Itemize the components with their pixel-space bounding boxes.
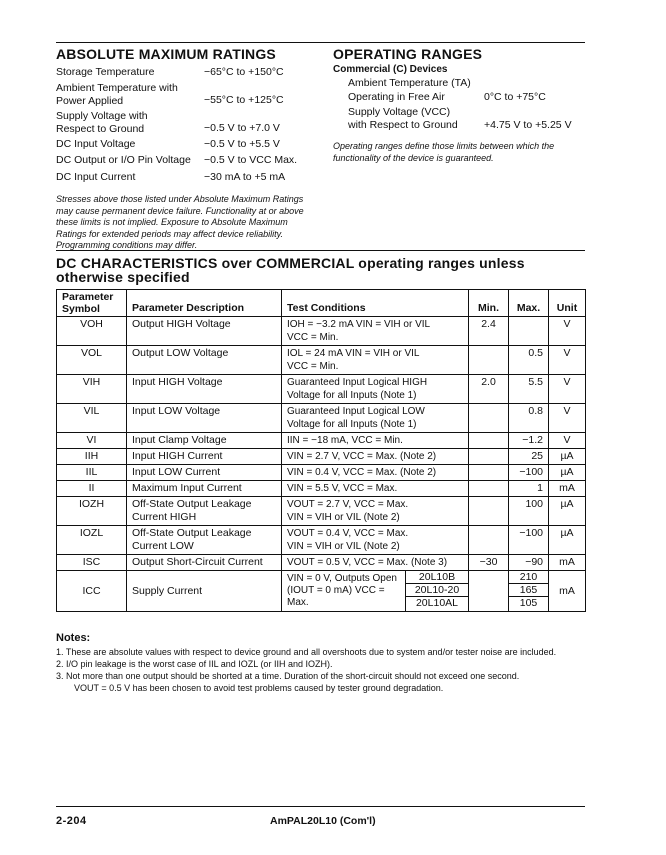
- param-description: Input HIGH Current: [127, 449, 282, 465]
- min-value: [469, 497, 509, 526]
- unit: mA: [549, 481, 586, 497]
- abs-max-label: Storage Temperature: [56, 66, 155, 78]
- unit: mA: [549, 555, 586, 571]
- max-value: 1: [509, 481, 549, 497]
- supply-label-2: with Respect to Ground: [348, 119, 458, 131]
- table-row: [57, 346, 586, 375]
- icc-device: 20L10B: [406, 571, 468, 584]
- icc-max: 210: [509, 571, 548, 584]
- test-conditions: Guaranteed Input Logical LOW Voltage for all Inputs (Note 1): [282, 404, 469, 433]
- param-symbol: VIH: [57, 375, 127, 404]
- unit: V: [549, 375, 586, 404]
- min-value: −30: [469, 555, 509, 571]
- icc-device: 20L10AL: [415, 597, 459, 609]
- test-conditions: VOUT = 0.5 V, VCC = Max. (Note 3): [282, 555, 469, 571]
- test-conditions: Guaranteed Input Logical HIGH Voltage for all Inputs (Note 1): [282, 375, 469, 404]
- abs-max-note: Stresses above those listed under Absolute Maximum Ratings may cause permanent device failure. Functionality at or above these limits is not implied. Exposure to Absolute Maximum Ratings for extended periods may affect device reliability. Programming conditions may differ.: [56, 194, 304, 250]
- col-min-header: Min.: [469, 290, 509, 317]
- unit: V: [549, 404, 586, 433]
- unit: V: [549, 346, 586, 375]
- abs-max-label: DC Input Current: [56, 171, 136, 183]
- max-value: 25: [509, 449, 549, 465]
- test-conditions: VIN = 5.5 V, VCC = Max.: [282, 481, 469, 497]
- param-symbol: VIL: [57, 404, 127, 433]
- dc-table: [56, 289, 586, 612]
- table-row: [57, 433, 586, 449]
- max-value: 0.5: [509, 346, 549, 375]
- test-conditions: IOL = 24 mA VIN = VIH or VIL VCC = Min.: [282, 346, 469, 375]
- param-symbol: IIH: [57, 449, 127, 465]
- note-item: 3. Not more than one output should be shorted at a time. Duration of the short-circuit should not exceed one second.: [56, 671, 520, 681]
- max-value: 100: [509, 497, 549, 526]
- min-value: 2.0: [469, 375, 509, 404]
- icc-desc: Supply Current: [127, 571, 282, 612]
- dc-title: DC CHARACTERISTICS over COMMERCIAL operating ranges unless otherwise specified: [56, 255, 525, 285]
- abs-max-value: −30 mA to +5 mA: [204, 171, 286, 183]
- table-row: [57, 404, 586, 433]
- footer-rule: [56, 806, 585, 807]
- min-value: [469, 346, 509, 375]
- table-header-row: [57, 290, 586, 317]
- param-symbol: VOH: [57, 317, 127, 346]
- unit: µA: [549, 449, 586, 465]
- table-row-icc: [57, 571, 586, 612]
- param-symbol: IOZH: [57, 497, 127, 526]
- page-number: 2-204: [56, 815, 87, 827]
- min-value: [469, 526, 509, 555]
- table-row: [57, 555, 586, 571]
- unit: µA: [549, 497, 586, 526]
- col-max-header: Max.: [509, 290, 549, 317]
- test-conditions: VOUT = 2.7 V, VCC = Max. VIN = VIH or VIL (Note 2): [282, 497, 469, 526]
- max-value: −100: [509, 465, 549, 481]
- test-conditions: VOUT = 0.4 V, VCC = Max. VIN = VIH or VIL (Note 2): [282, 526, 469, 555]
- param-symbol: II: [57, 481, 127, 497]
- unit: µA: [549, 526, 586, 555]
- note-item: 1. These are absolute values with respect to device ground and all overshoots due to system and/or tester noise are included.: [56, 647, 557, 657]
- abs-max-label: DC Input Voltage: [56, 138, 136, 150]
- icc-devices: [405, 571, 468, 611]
- free-air-label: Operating in Free Air: [348, 91, 445, 103]
- test-conditions: IOH = −3.2 mA VIN = VIH or VIL VCC = Min.: [282, 317, 469, 346]
- supply-value: +4.75 V to +5.25 V: [484, 119, 572, 131]
- max-value: −90: [509, 555, 549, 571]
- table-row: [57, 497, 586, 526]
- table-row: [57, 375, 586, 404]
- min-value: [469, 404, 509, 433]
- icc-unit: mA: [549, 571, 586, 612]
- col-unit-header: Unit: [549, 290, 586, 317]
- section-rule: [56, 250, 585, 251]
- table-row: [57, 465, 586, 481]
- table-row: [57, 481, 586, 497]
- max-value: 0.8: [509, 404, 549, 433]
- param-description: Input LOW Voltage: [127, 404, 282, 433]
- ambient-label: Ambient Temperature (TA): [348, 77, 471, 89]
- max-value: −100: [509, 526, 549, 555]
- note-item: VOUT = 0.5 V has been chosen to avoid test problems caused by tester ground degradation.: [74, 683, 444, 693]
- icc-cond: VIN = 0 V, Outputs Open (IOUT = 0 mA) VCC = Max.: [287, 573, 397, 608]
- min-value: [469, 465, 509, 481]
- abs-max-value: −55°C to +125°C: [204, 94, 284, 106]
- icc-device: 20L10-20: [406, 584, 468, 597]
- op-ranges-note: Operating ranges define those limits between which the functionality of the device is guaranteed.: [333, 141, 555, 163]
- param-symbol: IOZL: [57, 526, 127, 555]
- icc-max: 165: [509, 584, 548, 597]
- param-description: Off-State Output Leakage Current LOW: [127, 526, 282, 555]
- param-description: Output LOW Voltage: [127, 346, 282, 375]
- icc-max-cell: [509, 571, 549, 612]
- max-value: 5.5: [509, 375, 549, 404]
- test-conditions: VIN = 2.7 V, VCC = Max. (Note 2): [282, 449, 469, 465]
- param-symbol: VI: [57, 433, 127, 449]
- min-value: [469, 481, 509, 497]
- param-description: Input LOW Current: [127, 465, 282, 481]
- unit: V: [549, 317, 586, 346]
- table-row: [57, 526, 586, 555]
- max-value: −1.2: [509, 433, 549, 449]
- icc-min: [469, 571, 509, 612]
- test-conditions: VIN = 0.4 V, VCC = Max. (Note 2): [282, 465, 469, 481]
- param-symbol: IIL: [57, 465, 127, 481]
- notes-title: Notes:: [56, 632, 91, 644]
- table-row: [57, 449, 586, 465]
- param-description: Output HIGH Voltage: [127, 317, 282, 346]
- document-name: AmPAL20L10 (Com'l): [270, 815, 376, 827]
- op-ranges-subtitle: Commercial (C) Devices: [333, 64, 448, 75]
- min-value: [469, 433, 509, 449]
- note-item: 2. I/O pin leakage is the worst case of IIL and IOZL (or IIH and IOZH).: [56, 659, 333, 669]
- abs-max-value: −0.5 V to VCC Max.: [204, 154, 298, 166]
- abs-max-value: −0.5 V to +7.0 V: [204, 122, 280, 134]
- supply-label: Supply Voltage (VCC): [348, 106, 451, 118]
- param-description: Input HIGH Voltage: [127, 375, 282, 404]
- col-desc-header: Parameter Description: [127, 290, 282, 317]
- param-symbol: VOL: [57, 346, 127, 375]
- param-description: Maximum Input Current: [127, 481, 282, 497]
- op-ranges-title: OPERATING RANGES: [333, 46, 483, 62]
- icc-symbol: ICC: [57, 571, 127, 612]
- unit: V: [549, 433, 586, 449]
- icc-cond-cell: [282, 571, 469, 612]
- abs-max-value: −65°C to +150°C: [204, 66, 284, 78]
- free-air-value: 0°C to +75°C: [484, 91, 546, 103]
- abs-max-label: DC Output or I/O Pin Voltage: [56, 154, 191, 166]
- col-symbol-header: Parameter Symbol: [57, 290, 127, 317]
- min-value: [469, 449, 509, 465]
- unit: µA: [549, 465, 586, 481]
- param-description: Off-State Output Leakage Current HIGH: [127, 497, 282, 526]
- top-rule: [56, 42, 585, 43]
- min-value: 2.4: [469, 317, 509, 346]
- param-description: Output Short-Circuit Current: [127, 555, 282, 571]
- test-conditions: IIN = −18 mA, VCC = Min.: [282, 433, 469, 449]
- icc-max: 105: [519, 597, 538, 609]
- abs-max-value: −0.5 V to +5.5 V: [204, 138, 280, 150]
- param-description: Input Clamp Voltage: [127, 433, 282, 449]
- param-symbol: ISC: [57, 555, 127, 571]
- abs-max-title: ABSOLUTE MAXIMUM RATINGS: [56, 46, 276, 62]
- abs-max-label: Supply Voltage with Respect to Ground: [56, 110, 148, 135]
- table-row: [57, 317, 586, 346]
- col-cond-header: Test Conditions: [282, 290, 469, 317]
- abs-max-label: Ambient Temperature with Power Applied: [56, 82, 178, 107]
- max-value: [509, 317, 549, 346]
